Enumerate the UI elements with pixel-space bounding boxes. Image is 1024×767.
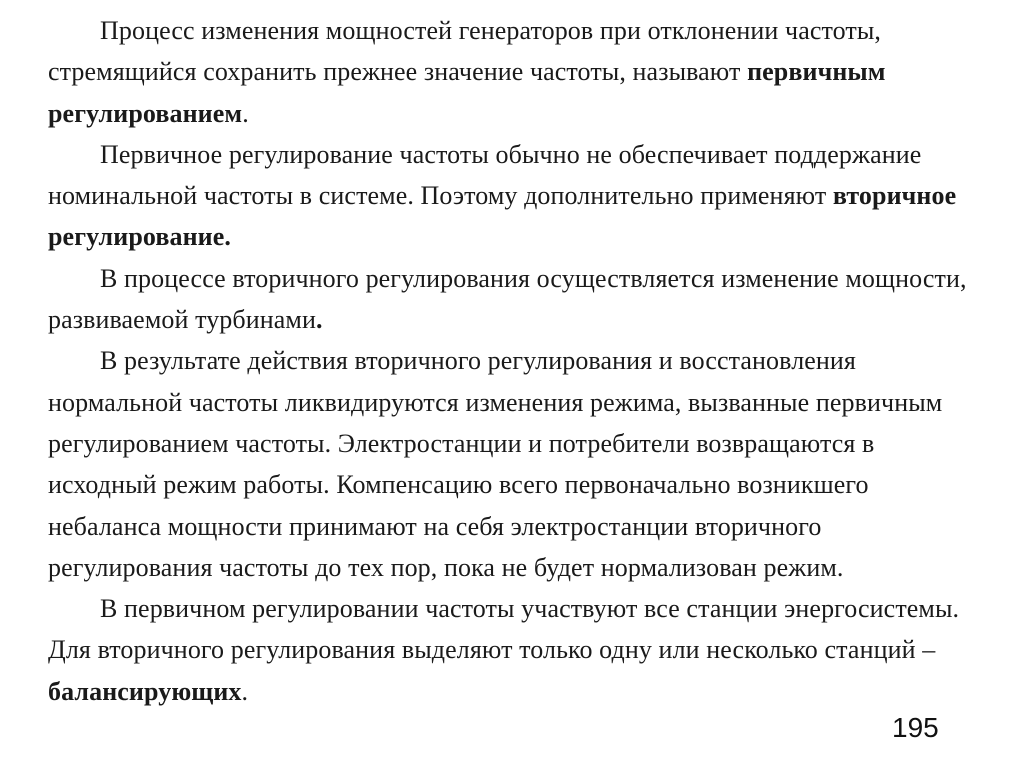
paragraph-text: В первичном регулировании частоты участвуют все станции энергосистемы. Для вторичного регулирования выделяют только одну или несколько станций – — [48, 594, 960, 665]
paragraph-text: Процесс изменения мощностей генераторов при отклонении частоты, стремящийся сохранить прежнее значение частоты, называют — [48, 16, 881, 87]
paragraph-secondary-process — [48, 258, 978, 341]
term-balancing: балансирующих — [48, 676, 242, 706]
document-body — [48, 10, 978, 712]
paragraph-text: . — [242, 98, 249, 128]
paragraph-secondary-result — [48, 340, 978, 588]
paragraph-text: . — [241, 676, 249, 706]
term-secondary-regulation: вторичное регулирование. — [48, 181, 957, 252]
paragraph-text: В результате действия вторичного регулирования и восстановления нормальной частоты ликвидируются изменения режима, вызванные первичным регулированием частоты. Электростанции и потребители возвращаются в исходный режим работы. Компенсацию всего первоначально возникшего небаланса мощности принимают на себя электростанции вторичного регулирования частоты до тех пор, пока не будет нормализован режим. — [48, 346, 943, 582]
page-number: 195 — [892, 712, 939, 743]
bold-period: . — [315, 305, 323, 335]
paragraph-text: В процессе вторичного регулирования осуществляется изменение мощности, развиваемой турбинами — [48, 263, 967, 335]
paragraph-primary-regulation — [48, 10, 978, 134]
paragraph-balancing-stations — [48, 588, 978, 712]
paragraph-secondary-intro — [48, 134, 978, 258]
paragraph-text: Первичное регулирование частоты обычно не обеспечивает поддержание номинальной частоты в системе. Поэтому дополнительно применяют — [48, 139, 922, 211]
term-primary-regulation: первичным регулированием — [48, 57, 886, 128]
